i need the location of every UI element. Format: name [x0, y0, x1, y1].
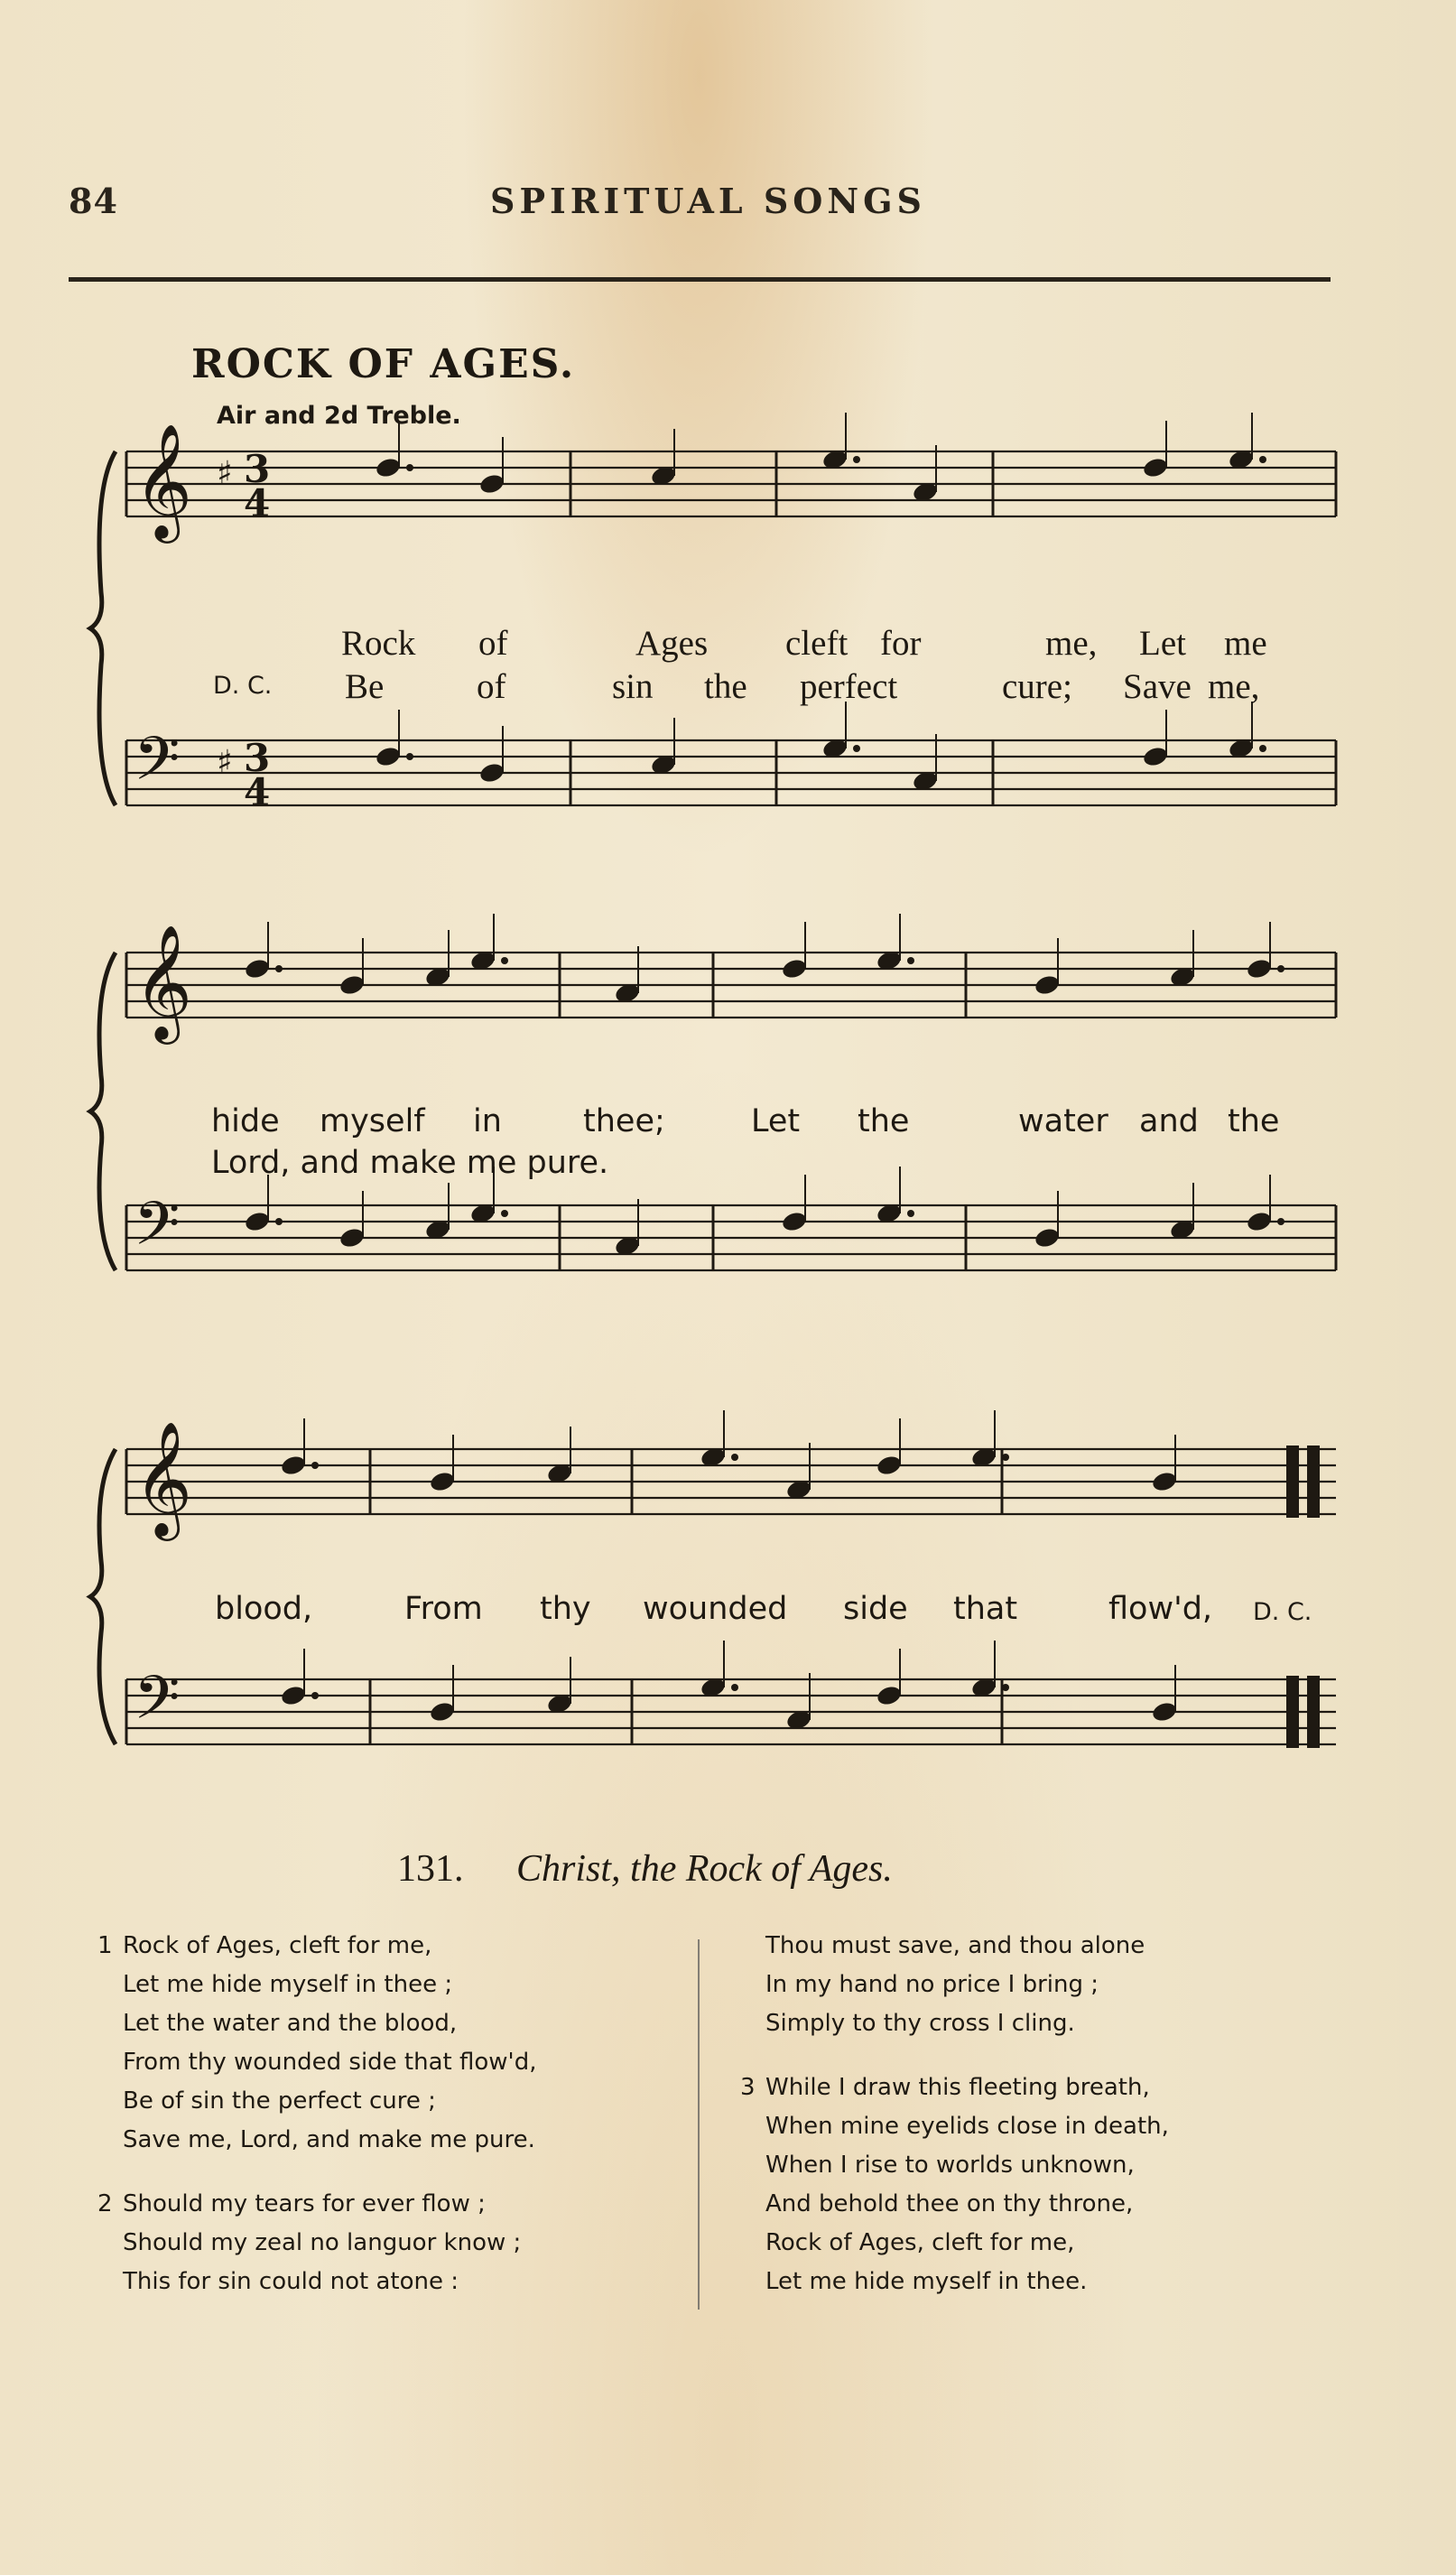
treble-clef-icon: 𝄞	[134, 423, 193, 538]
page-heading: SPIRITUAL SONGS	[490, 181, 926, 221]
lyric-word: Be	[345, 667, 385, 706]
verse-line: And behold thee on thy throne,	[765, 2190, 1134, 2217]
note-head	[429, 1700, 457, 1724]
final-barline	[1286, 1446, 1299, 1518]
final-barline	[1286, 1676, 1299, 1748]
lyric-word: me,	[1045, 624, 1098, 663]
column-divider	[698, 1939, 700, 2310]
verse-line: Let the water and the blood,	[123, 2010, 458, 2037]
verse-number: 3	[740, 2074, 756, 2101]
dot-icon	[275, 965, 283, 972]
lyric-word: Rock	[341, 624, 416, 663]
lyric-word: the	[1228, 1103, 1280, 1139]
lyric-word: and	[1139, 1103, 1199, 1139]
final-barline	[1307, 1676, 1320, 1748]
lyric-word: perfect	[800, 667, 898, 706]
verse-column-right	[740, 1927, 1169, 2301]
time-signature-bottom: 4	[244, 481, 271, 525]
time-signature-top: 3	[244, 736, 271, 780]
verse-line: In my hand no price I bring ;	[765, 1971, 1099, 1998]
lyric-word: me	[1224, 624, 1267, 663]
treble-clef-icon: 𝄞	[134, 924, 193, 1039]
note-head	[1034, 1226, 1062, 1250]
verse-line: 3 While I draw this fleeting breath,	[740, 2068, 1169, 2107]
lyric-word: sin	[612, 667, 654, 706]
dot-icon	[311, 1692, 319, 1699]
sharp-icon: ♯	[217, 455, 233, 492]
lyric-word: cleft	[785, 624, 849, 663]
note-head	[338, 1226, 366, 1250]
time-signature-top: 3	[244, 447, 271, 491]
dot-icon	[275, 1218, 283, 1225]
note-head	[781, 1210, 809, 1233]
lyric-word: Let	[751, 1103, 801, 1139]
verse-line: This for sin could not atone :	[123, 2268, 459, 2295]
lyric-word: me,	[1208, 667, 1260, 706]
dot-icon	[311, 1462, 319, 1469]
lyric-word: myself	[320, 1103, 425, 1139]
note-head	[280, 1684, 308, 1707]
note-head	[478, 472, 506, 496]
bass-clef-icon: 𝄢	[134, 724, 181, 808]
note-head	[1142, 456, 1170, 479]
dot-icon	[1277, 1218, 1284, 1225]
lyric-word: water	[1018, 1103, 1108, 1139]
verse-line: When I rise to worlds unknown,	[765, 2152, 1135, 2179]
lyric-word: wounded	[643, 1591, 788, 1627]
lyric-word: of	[478, 624, 508, 663]
lyric-word: flow'd,	[1108, 1591, 1213, 1627]
time-signature-bottom: 4	[244, 770, 271, 814]
dot-icon	[501, 1210, 508, 1217]
note-head	[478, 761, 506, 785]
verse-line: 1 Rock of Ages, cleft for me,	[97, 1927, 536, 1966]
verse-line: From thy wounded side that flow'd,	[123, 2049, 537, 2076]
lyric-word: in	[473, 1103, 502, 1139]
final-barline	[1307, 1446, 1320, 1518]
lyric-word: of	[477, 667, 506, 706]
dot-icon	[731, 1684, 738, 1691]
note-head	[1246, 1210, 1274, 1233]
note-head	[876, 1454, 904, 1477]
hymn-title: Christ, the Rock of Ages.	[516, 1848, 893, 1890]
lyric-word: thy	[540, 1591, 591, 1627]
dot-icon	[501, 957, 508, 964]
note-head	[1034, 973, 1062, 997]
lyric-word: Save	[1123, 667, 1192, 706]
verse-line: Let me hide myself in thee ;	[123, 1971, 453, 1998]
verse-line: Save me, Lord, and make me pure.	[123, 2126, 535, 2153]
note-head	[1151, 1470, 1179, 1493]
lyric-word: blood,	[215, 1591, 313, 1627]
verse-line: Thou must save, and thou alone	[765, 1932, 1145, 1959]
lyric-word: the	[858, 1103, 910, 1139]
lyric-word: hide	[211, 1103, 280, 1139]
page-number: 84	[69, 181, 118, 221]
dot-icon	[1259, 745, 1266, 752]
verse-line: Simply to thy cross I cling.	[765, 2010, 1075, 2037]
tune-title: ROCK OF AGES.	[191, 341, 576, 387]
verse-column-left	[97, 1927, 536, 2301]
lyric-word: Ages	[635, 624, 709, 663]
bass-clef-icon: 𝄢	[134, 1189, 181, 1273]
brace-icon	[90, 953, 116, 1270]
verse-line: 2 Should my tears for ever flow ;	[97, 2185, 536, 2224]
dot-icon	[406, 464, 413, 471]
dot-icon	[907, 957, 914, 964]
note-head	[375, 456, 403, 479]
note-head	[244, 957, 272, 981]
verse-number: 2	[97, 2190, 113, 2217]
dot-icon	[1002, 1454, 1009, 1461]
lyric-word: cure;	[1002, 667, 1072, 706]
verse-line: Let me hide myself in thee.	[765, 2268, 1088, 2295]
dot-icon	[1002, 1684, 1009, 1691]
lyric-word: side	[843, 1591, 908, 1627]
da-capo-marker: D. C.	[213, 672, 273, 700]
lyric-word: Let	[1139, 624, 1186, 663]
note-head	[338, 973, 366, 997]
note-head	[244, 1210, 272, 1233]
dot-icon	[1277, 965, 1284, 972]
dot-icon	[853, 456, 860, 463]
lyric-word: the	[704, 667, 747, 706]
note-head	[1142, 745, 1170, 768]
brace-icon	[90, 1449, 116, 1744]
lyric-word: thee;	[583, 1103, 665, 1139]
dot-icon	[907, 1210, 914, 1217]
sharp-icon: ♯	[217, 744, 233, 781]
note-head	[280, 1454, 308, 1477]
verse-line: Rock of Ages, cleft for me,	[765, 2229, 1075, 2256]
verse-line: Be of sin the perfect cure ;	[123, 2087, 436, 2115]
dot-icon	[731, 1454, 738, 1461]
part-label: Air and 2d Treble.	[217, 402, 461, 430]
da-capo-marker: D. C.	[1253, 1598, 1312, 1626]
hymn-number: 131.	[397, 1848, 464, 1890]
lyric-line: Lord, and make me pure.	[211, 1145, 609, 1181]
note-head	[429, 1470, 457, 1493]
dot-icon	[406, 753, 413, 760]
lyric-word: From	[404, 1591, 483, 1627]
dot-icon	[853, 745, 860, 752]
lyric-word: for	[880, 624, 922, 663]
note-head	[1151, 1700, 1179, 1724]
lyric-word: that	[953, 1591, 1018, 1627]
dot-icon	[1259, 456, 1266, 463]
verse-line: When mine eyelids close in death,	[765, 2113, 1169, 2140]
brace-icon	[90, 451, 116, 805]
note-head	[781, 957, 809, 981]
note-head	[1246, 957, 1274, 981]
verse-line: Should my zeal no languor know ;	[123, 2229, 522, 2256]
verse-number: 1	[97, 1932, 113, 1959]
treble-clef-icon: 𝄞	[134, 1420, 193, 1536]
bass-clef-icon: 𝄢	[134, 1663, 181, 1747]
note-head	[375, 745, 403, 768]
note-head	[876, 1684, 904, 1707]
